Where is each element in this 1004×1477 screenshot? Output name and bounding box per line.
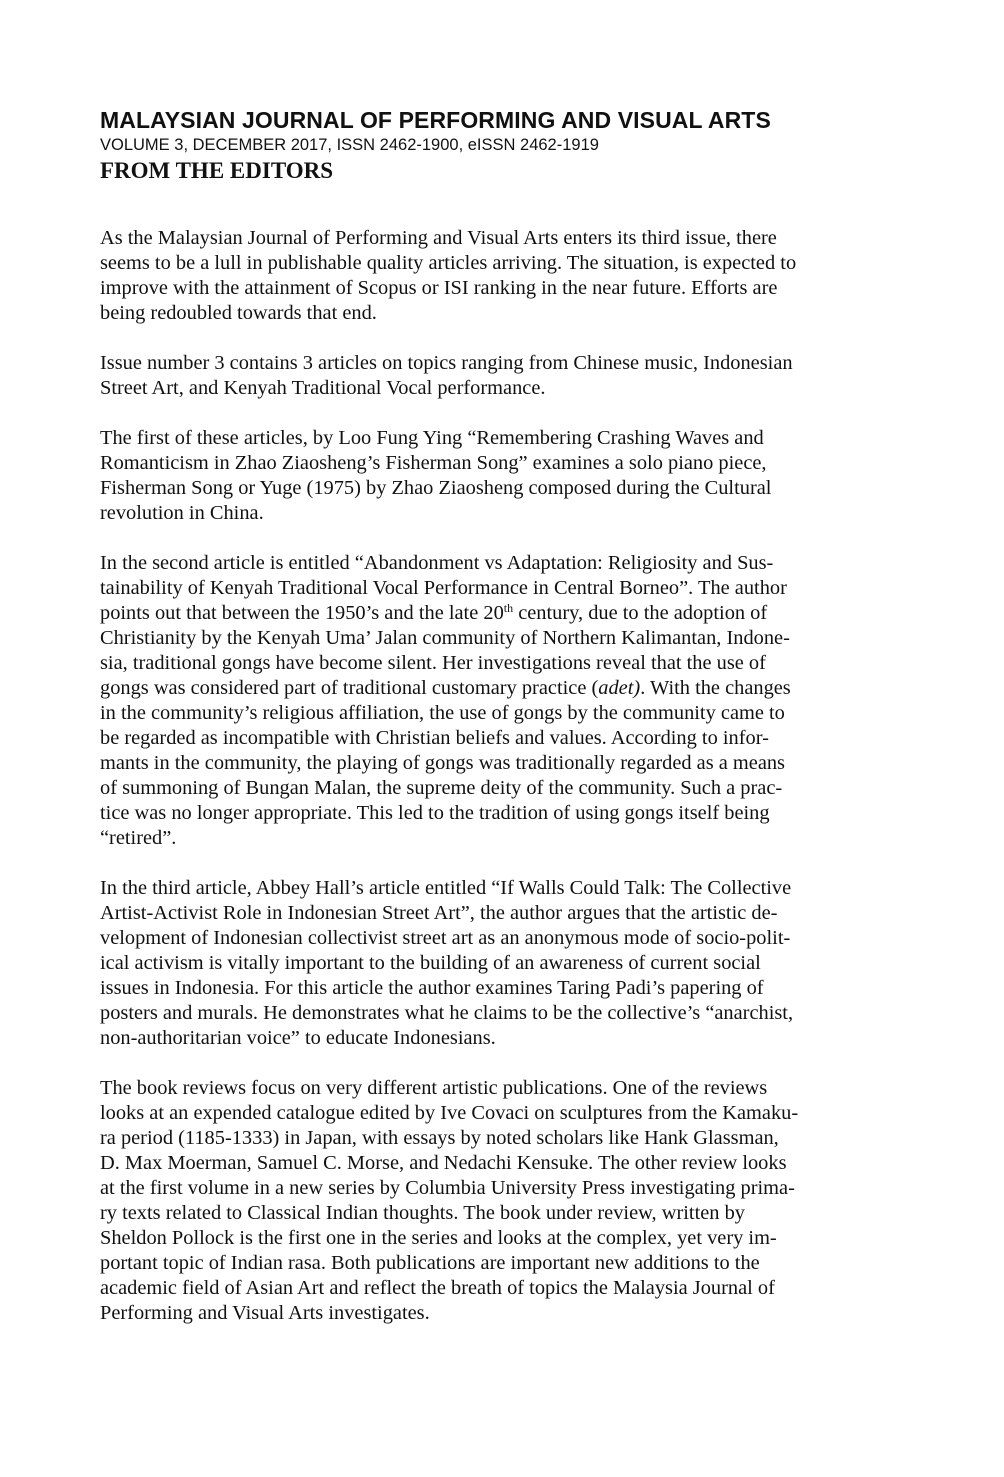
italic-term: adet)	[598, 677, 641, 699]
text-line: Christianity by the Kenyah Uma’ Jalan community of Northern Kalimantan, Indone-	[100, 627, 790, 649]
text-line: be regarded as incompatible with Christian beliefs and values. According to infor-	[100, 727, 769, 749]
text-line: seems to be a lull in publishable quality articles arriving. The situation, is expected to	[100, 252, 797, 274]
text-line: non-authoritarian voice” to educate Indonesians.	[100, 1027, 496, 1049]
editorial-page	[100, 106, 900, 1351]
text-line: tainability of Kenyah Traditional Vocal Performance in Central Borneo”. The author	[100, 577, 787, 599]
text-line: ra period (1185-1333) in Japan, with essays by noted scholars like Hank Glassman,	[100, 1127, 779, 1149]
text-segment: points out that between the 1950’s and the late 20	[100, 602, 504, 624]
ordinal-superscript: th	[503, 601, 514, 615]
text-line: mants in the community, the playing of gongs was traditionally regarded as a means	[100, 752, 785, 774]
text-segment: century, due to the adoption of	[513, 602, 768, 624]
paragraph-book-reviews	[100, 1076, 900, 1326]
text-line: posters and murals. He demonstrates what he claims to be the collective’s “anarchist,	[100, 1002, 794, 1024]
text-line: sia, traditional gongs have become silent. Her investigations reveal that the use of	[100, 652, 766, 674]
text-line: Issue number 3 contains 3 articles on topics ranging from Chinese music, Indonesian	[100, 352, 793, 374]
text-segment: . With the changes	[640, 677, 791, 699]
text-line: in the community’s religious affiliation, the use of gongs by the community came to	[100, 702, 785, 724]
text-segment: gongs was considered part of traditional customary practice (	[100, 677, 599, 699]
text-line: at the first volume in a new series by Columbia University Press investigating prima-	[100, 1177, 795, 1199]
text-line-with-italic	[100, 676, 900, 701]
text-line: of summoning of Bungan Malan, the supreme deity of the community. Such a prac-	[100, 777, 783, 799]
text-line: The book reviews focus on very different artistic publications. One of the reviews	[100, 1077, 768, 1099]
text-line: The first of these articles, by Loo Fung Ying “Remembering Crashing Waves and	[100, 427, 764, 449]
text-line: ical activism is vitally important to the building of an awareness of current social	[100, 952, 761, 974]
text-line: looks at an expended catalogue edited by Ive Covaci on sculptures from the Kamaku-	[100, 1102, 799, 1124]
text-line: D. Max Moerman, Samuel C. Morse, and Nedachi Kensuke. The other review looks	[100, 1152, 787, 1174]
editorial-body	[100, 226, 900, 1326]
text-line: Artist-Activist Role in Indonesian Street Art”, the author argues that the artistic de-	[100, 902, 778, 924]
paragraph-intro	[100, 226, 900, 326]
text-line: improve with the attainment of Scopus or ISI ranking in the near future. Efforts are	[100, 277, 778, 299]
text-line: “retired”.	[100, 827, 177, 849]
text-line: Fisherman Song or Yuge (1975) by Zhao Ziaosheng composed during the Cultural	[100, 477, 772, 499]
text-line: being redoubled towards that end.	[100, 302, 377, 324]
text-line-with-superscript	[100, 601, 900, 626]
text-line: issues in Indonesia. For this article the author examines Taring Padi’s papering of	[100, 977, 764, 999]
text-line: Street Art, and Kenyah Traditional Vocal performance.	[100, 377, 546, 399]
volume-issn-line: VOLUME 3, DECEMBER 2017, ISSN 2462-1900, eISSN 2462-1919	[100, 136, 599, 154]
text-line: In the second article is entitled “Abandonment vs Adaptation: Religiosity and Sus-	[100, 552, 774, 574]
text-line: revolution in China.	[100, 502, 264, 524]
paragraph-issue-contents	[100, 351, 900, 401]
section-title: FROM THE EDITORS	[100, 158, 334, 183]
text-line: portant topic of Indian rasa. Both publications are important new additions to the	[100, 1252, 760, 1274]
text-line: velopment of Indonesian collectivist street art as an anonymous mode of socio-polit-	[100, 927, 791, 949]
text-line: academic field of Asian Art and reflect the breath of topics the Malaysia Journal of	[100, 1277, 775, 1299]
text-line: Sheldon Pollock is the first one in the series and looks at the complex, yet very im-	[100, 1227, 777, 1249]
text-line: ry texts related to Classical Indian thoughts. The book under review, written by	[100, 1202, 745, 1224]
journal-title: MALAYSIAN JOURNAL OF PERFORMING AND VISUAL ARTS	[100, 107, 771, 133]
text-line: Romanticism in Zhao Ziaosheng’s Fisherman Song” examines a solo piano piece,	[100, 452, 767, 474]
text-line: tice was no longer appropriate. This led to the tradition of using gongs itself being	[100, 802, 770, 824]
text-line: Performing and Visual Arts investigates.	[100, 1302, 430, 1324]
text-line: As the Malaysian Journal of Performing and Visual Arts enters its third issue, there	[100, 227, 777, 249]
paragraph-third-article	[100, 876, 900, 1051]
paragraph-first-article	[100, 426, 900, 526]
paragraph-second-article	[100, 551, 900, 851]
text-line: In the third article, Abbey Hall’s article entitled “If Walls Could Talk: The Collective	[100, 877, 792, 899]
